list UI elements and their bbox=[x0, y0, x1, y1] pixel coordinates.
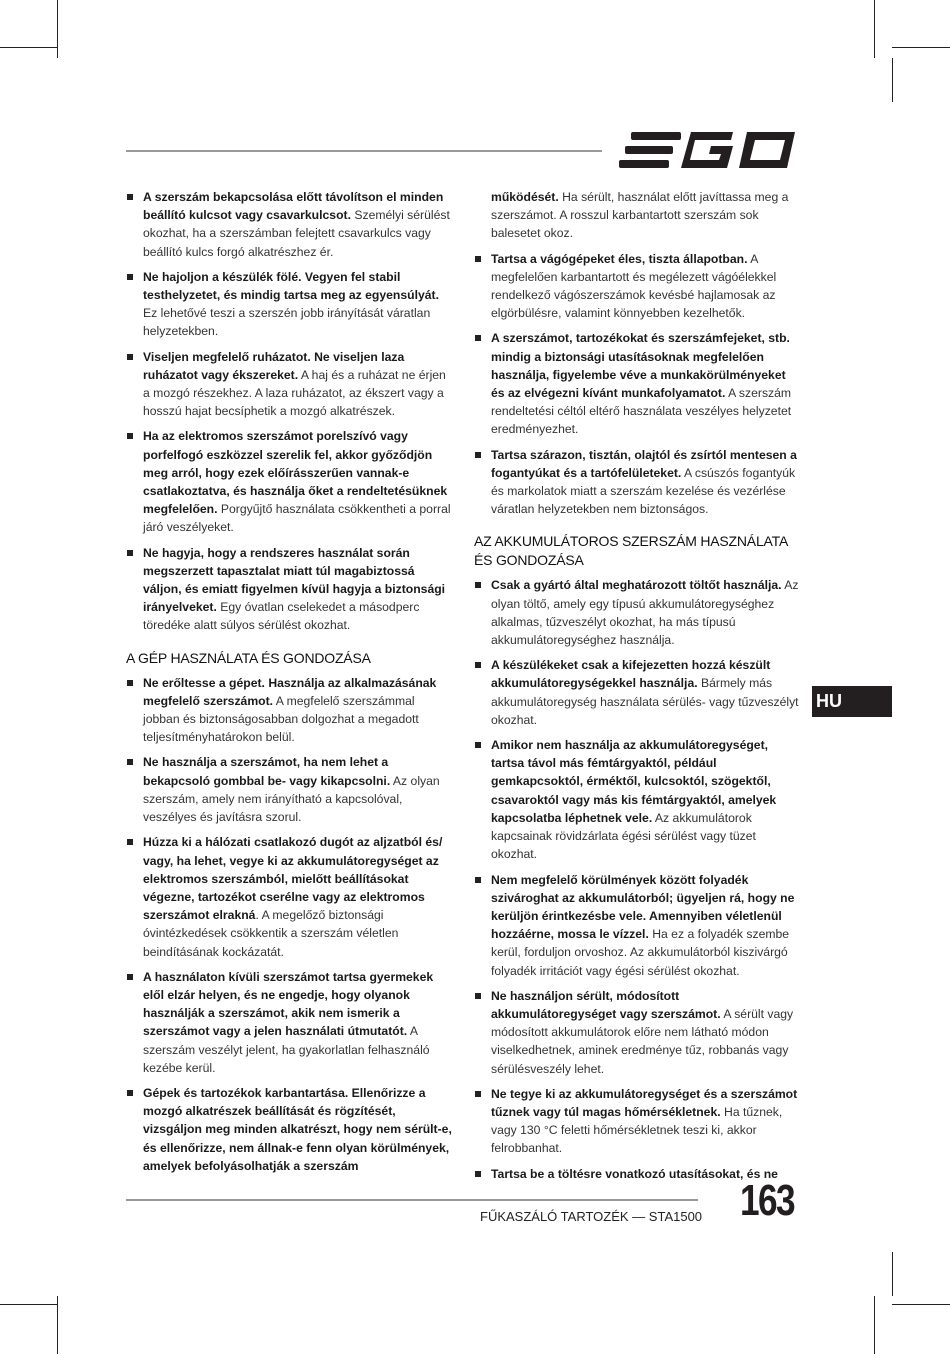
item-text: A megfelelően karbantartott és megélezett vágóélekkel rendelkező vágószerszámok kevésbé hajlamosak az elgörbülésre, valamint könnyebben kezelhetők. bbox=[491, 251, 777, 321]
crop-mark bbox=[0, 47, 58, 48]
item-bold: A szerszám bekapcsolása előtt távolítson el minden beállító kulcsot vagy csavarkulcsot. bbox=[143, 190, 444, 223]
item-text: Személyi sérülést okozhat, ha a szerszámban felejtett csavarkulcs vagy beállító kulcs forgó alkatrészhez ér. bbox=[143, 208, 450, 259]
item-bold: Csak a gyártó által meghatározott töltőt használja. bbox=[491, 578, 782, 593]
list-item bbox=[474, 656, 802, 729]
section-heading: A GÉP HASZNÁLATA ÉS GONDOZÁSA bbox=[126, 649, 371, 666]
bullet-icon bbox=[475, 582, 481, 588]
bullet-icon bbox=[475, 335, 481, 341]
list-item bbox=[126, 674, 454, 747]
item-text: Bármely más akkumulátoregység használata sérülés- vagy tűzveszélyt okozhat. bbox=[491, 676, 799, 727]
list-item bbox=[474, 446, 802, 519]
list-item bbox=[126, 1084, 454, 1175]
item-text: Az akkumulátorok kapcsainak rövidzárlata égési sérülést vagy tüzet okozhat. bbox=[491, 810, 756, 862]
language-tab: HU bbox=[812, 686, 892, 717]
list-item bbox=[474, 1085, 802, 1158]
list-item bbox=[474, 871, 802, 980]
item-bold: Húzza ki a hálózati csatlakozó dugót az aljzatból és/ vagy, ha lehet, vegye ki az akkumulátoregységet az elektromos szerszámból, mielőtt beállításokat végezne, tartozékot cserélne vagy az elektromos szerszámot elrakná bbox=[143, 835, 443, 923]
crop-mark bbox=[874, 1296, 875, 1354]
bullet-icon bbox=[127, 354, 133, 360]
item-bold: A készülékeket csak a kifejezetten hozzá készült akkumulátoregységekkel használja. bbox=[491, 658, 771, 691]
item-text: A csúszós fogantyúk és markolatok miatt a szerszám kezelése és vezérlése váratlan helyzetekben nem biztonságos. bbox=[491, 465, 796, 517]
list-item bbox=[126, 268, 454, 341]
bullet-icon bbox=[475, 993, 481, 999]
item-bold: A szerszámot, tartozékokat és szerszámfejeket, stb. mindig a biztonsági utasításoknak megfelelően használja, figyelembe véve a munkakörülményeket és az elvégezni kívánt munkafolyamatot. bbox=[491, 331, 790, 401]
list-item bbox=[126, 968, 454, 1077]
crop-mark bbox=[57, 0, 58, 58]
item-text: A szerszám rendeltetési céltól eltérő használata veszélyes helyzetet eredményezhet. bbox=[491, 386, 792, 437]
item-bold: Ne tegye ki az akkumulátoregységet és a szerszámot tűznek vagy túl magas hőmérsékletnek. bbox=[491, 1086, 798, 1119]
item-bold: működését. bbox=[491, 190, 559, 204]
list-item bbox=[474, 736, 802, 863]
page-number: 163 bbox=[740, 1176, 794, 1225]
crop-mark bbox=[57, 1296, 58, 1354]
item-bold: Ne erőltesse a gépet. Használja az alkalmazásának megfelelő szerszámot. bbox=[143, 675, 437, 708]
crop-mark bbox=[892, 58, 893, 102]
item-bold: Viseljen megfelelő ruházatot. Ne viseljen laza ruházatot vagy ékszereket. bbox=[143, 349, 405, 382]
footer-title: FŰKASZÁLÓ TARTOZÉK — STA1500 bbox=[480, 1209, 703, 1224]
list-item bbox=[126, 188, 454, 261]
list-item bbox=[126, 348, 454, 421]
left-column bbox=[126, 188, 454, 1182]
item-bold: Ne hagyja, hogy a rendszeres használat során megszerzett tapasztalat miatt túl magabiztossá váljon, és emiatt figyelmen kívül hagyja a biztonsági irányelveket. bbox=[143, 545, 446, 615]
item-text: Ha sérült, használat előtt javíttassa meg a szerszámot. A rosszul karbantartott szerszám sok balesetet okoz. bbox=[491, 190, 789, 241]
item-bold: Tartsa a vágógépeket éles, tiszta állapotban. bbox=[491, 251, 748, 266]
crop-mark bbox=[0, 1304, 58, 1305]
list-item bbox=[126, 427, 454, 536]
item-text: A sérült vagy módosított akkumulátorok előre nem látható módon viselkedhetnek, aminek eredménye tűz, robbanás vagy sérülésveszély lehet. bbox=[491, 1006, 794, 1076]
list-item bbox=[126, 833, 454, 960]
list-item bbox=[474, 250, 802, 323]
item-text: Ez lehetővé teszi a szerszén jobb irányítását váratlan helyzetekben. bbox=[143, 306, 431, 339]
item-text: Ha tűznek, vagy 130 °C feletti hőmérsékletnek teszi ki, akkor felrobbanhat. bbox=[491, 1104, 783, 1156]
item-bold: Amikor nem használja az akkumulátoregységet, tartsa távol más fémtárgyaktól, például gemkapcsoktól, érméktől, kulcsoktól, szögektől, csavaroktól vagy más kis fémtárgyaktól, amelyek kapcsolatba léphetnek vele. bbox=[491, 738, 777, 825]
item-text: A megfelelő szerszámmal jobban és biztonságosabban dolgozhat a megadott teljesítményhatárokon belül. bbox=[143, 693, 419, 745]
footer-rule bbox=[126, 1199, 698, 1201]
item-text: Az olyan töltő, amely egy típusú akkumulátoregységhez alkalmas, tűzveszélyt okozhat, ha más típusú akkumulátoregységhez használja. bbox=[491, 578, 799, 648]
item-text: Ha ez a folyadék szembe kerül, forduljon orvoshoz. Az akkumulátorból kiszivárgó folyadék irritációt vagy égési sérülést okozhat. bbox=[491, 927, 790, 978]
item-bold: Nem megfelelő körülmények között folyadék szivároghat az akkumulátorból; ügyeljen rá, hogy ne kerüljön érintkezésbe vele. Amennyiben véletlenül hozzáérne, mossa le vízzel. bbox=[491, 872, 795, 942]
bullet-icon bbox=[127, 680, 133, 686]
bullet-icon bbox=[475, 256, 481, 262]
item-text: A haj és a ruházat ne érjen a mozgó részekhez. A laza ruházatot, az ékszert vagy a hosszú hajat becsíphetik a mozgó alkatrészek. bbox=[143, 367, 446, 419]
item-text: Porgyűjtő használata csökkentheti a porral járó veszélyeket. bbox=[143, 502, 451, 535]
bullet-icon bbox=[475, 1171, 481, 1177]
crop-mark bbox=[892, 47, 950, 48]
bullet-icon bbox=[127, 1090, 133, 1096]
item-bold: Gépek és tartozékok karbantartása. Ellenőrizze a mozgó alkatrészek beállítását és rögzítését, vizsgáljon meg minden alkatrészt, hogy nem sérült-e, és ellenőrizze, nem állnak-e fenn olyan körülmények, amelyek befolyásolhatják a szerszám bbox=[143, 1085, 452, 1173]
item-bold: Tartsa be a töltésre vonatkozó utasításokat, és ne bbox=[491, 1166, 778, 1181]
right-column bbox=[474, 188, 802, 1190]
list-item bbox=[474, 987, 802, 1078]
item-bold: Ne használjon sérült, módosított akkumulátoregységet vagy szerszámot. bbox=[491, 988, 721, 1021]
bullet-icon bbox=[475, 452, 481, 458]
crop-mark bbox=[892, 1304, 950, 1305]
list-item bbox=[126, 544, 454, 635]
item-text: Az olyan szerszám, amely nem irányítható a kapcsolóval, veszélyes és javításra szorul. bbox=[143, 773, 440, 825]
item-bold: Ha az elektromos szerszámot porelszívó vagy porfelfogó eszközzel szerelik fel, akkor győződjön meg arról, hogy ezek előírásszerűen vannak-e csatlakoztatva, és használja őket a rendeltetésüknek megfelelően. bbox=[143, 429, 448, 517]
bullet-icon bbox=[127, 839, 133, 845]
bullet-icon bbox=[127, 974, 133, 980]
crop-mark bbox=[874, 0, 875, 58]
bullet-icon bbox=[475, 662, 481, 668]
item-text: Egy óvatlan cselekedet a másodperc töredéke alatt súlyos sérülést okozhat. bbox=[143, 600, 420, 633]
list-item bbox=[474, 329, 802, 438]
bullet-icon bbox=[475, 742, 481, 748]
bullet-icon bbox=[127, 274, 133, 280]
list-item bbox=[126, 753, 454, 826]
bullet-icon bbox=[127, 433, 133, 439]
list-item bbox=[474, 576, 802, 649]
section-heading: AZ AKKUMULÁTOROS SZERSZÁM HASZNÁLATA ÉS GONDOZÁSA bbox=[474, 533, 788, 569]
continued-item bbox=[474, 188, 802, 243]
item-bold: Tartsa szárazon, tisztán, olajtól és zsírtól mentesen a fogantyúkat és a tartófelületeket. bbox=[491, 447, 797, 480]
item-text: A szerszám veszélyt jelent, ha gyakorlatlan felhasználó kezébe kerül. bbox=[143, 1024, 430, 1075]
bullet-icon bbox=[127, 759, 133, 765]
item-bold: A használaton kívüli szerszámot tartsa gyermekek elől elzár helyen, és ne engedje, hogy olyanok használják a szerszámot, akik nem ismerik a szerszámot vagy a jelen használati útmutatót. bbox=[143, 969, 434, 1039]
bullet-icon bbox=[127, 550, 133, 556]
bullet-icon bbox=[127, 194, 133, 200]
bullet-icon bbox=[475, 877, 481, 883]
bullet-icon bbox=[475, 1091, 481, 1097]
item-bold: Ne használja a szerszámot, ha nem lehet a bekapcsoló gombbal be- vagy kikapcsolni. bbox=[143, 755, 391, 788]
ego-logo bbox=[617, 130, 799, 175]
crop-mark bbox=[892, 1252, 893, 1296]
item-bold: Ne hajoljon a készülék fölé. Vegyen fel stabil testhelyzetet, és mindig tartsa meg az egyensúlyát. bbox=[143, 269, 439, 303]
item-text: . A megelőző biztonsági óvintézkedések csökkentik a szerszám véletlen beindításának kockázatát. bbox=[143, 908, 399, 959]
header-rule bbox=[126, 150, 602, 152]
